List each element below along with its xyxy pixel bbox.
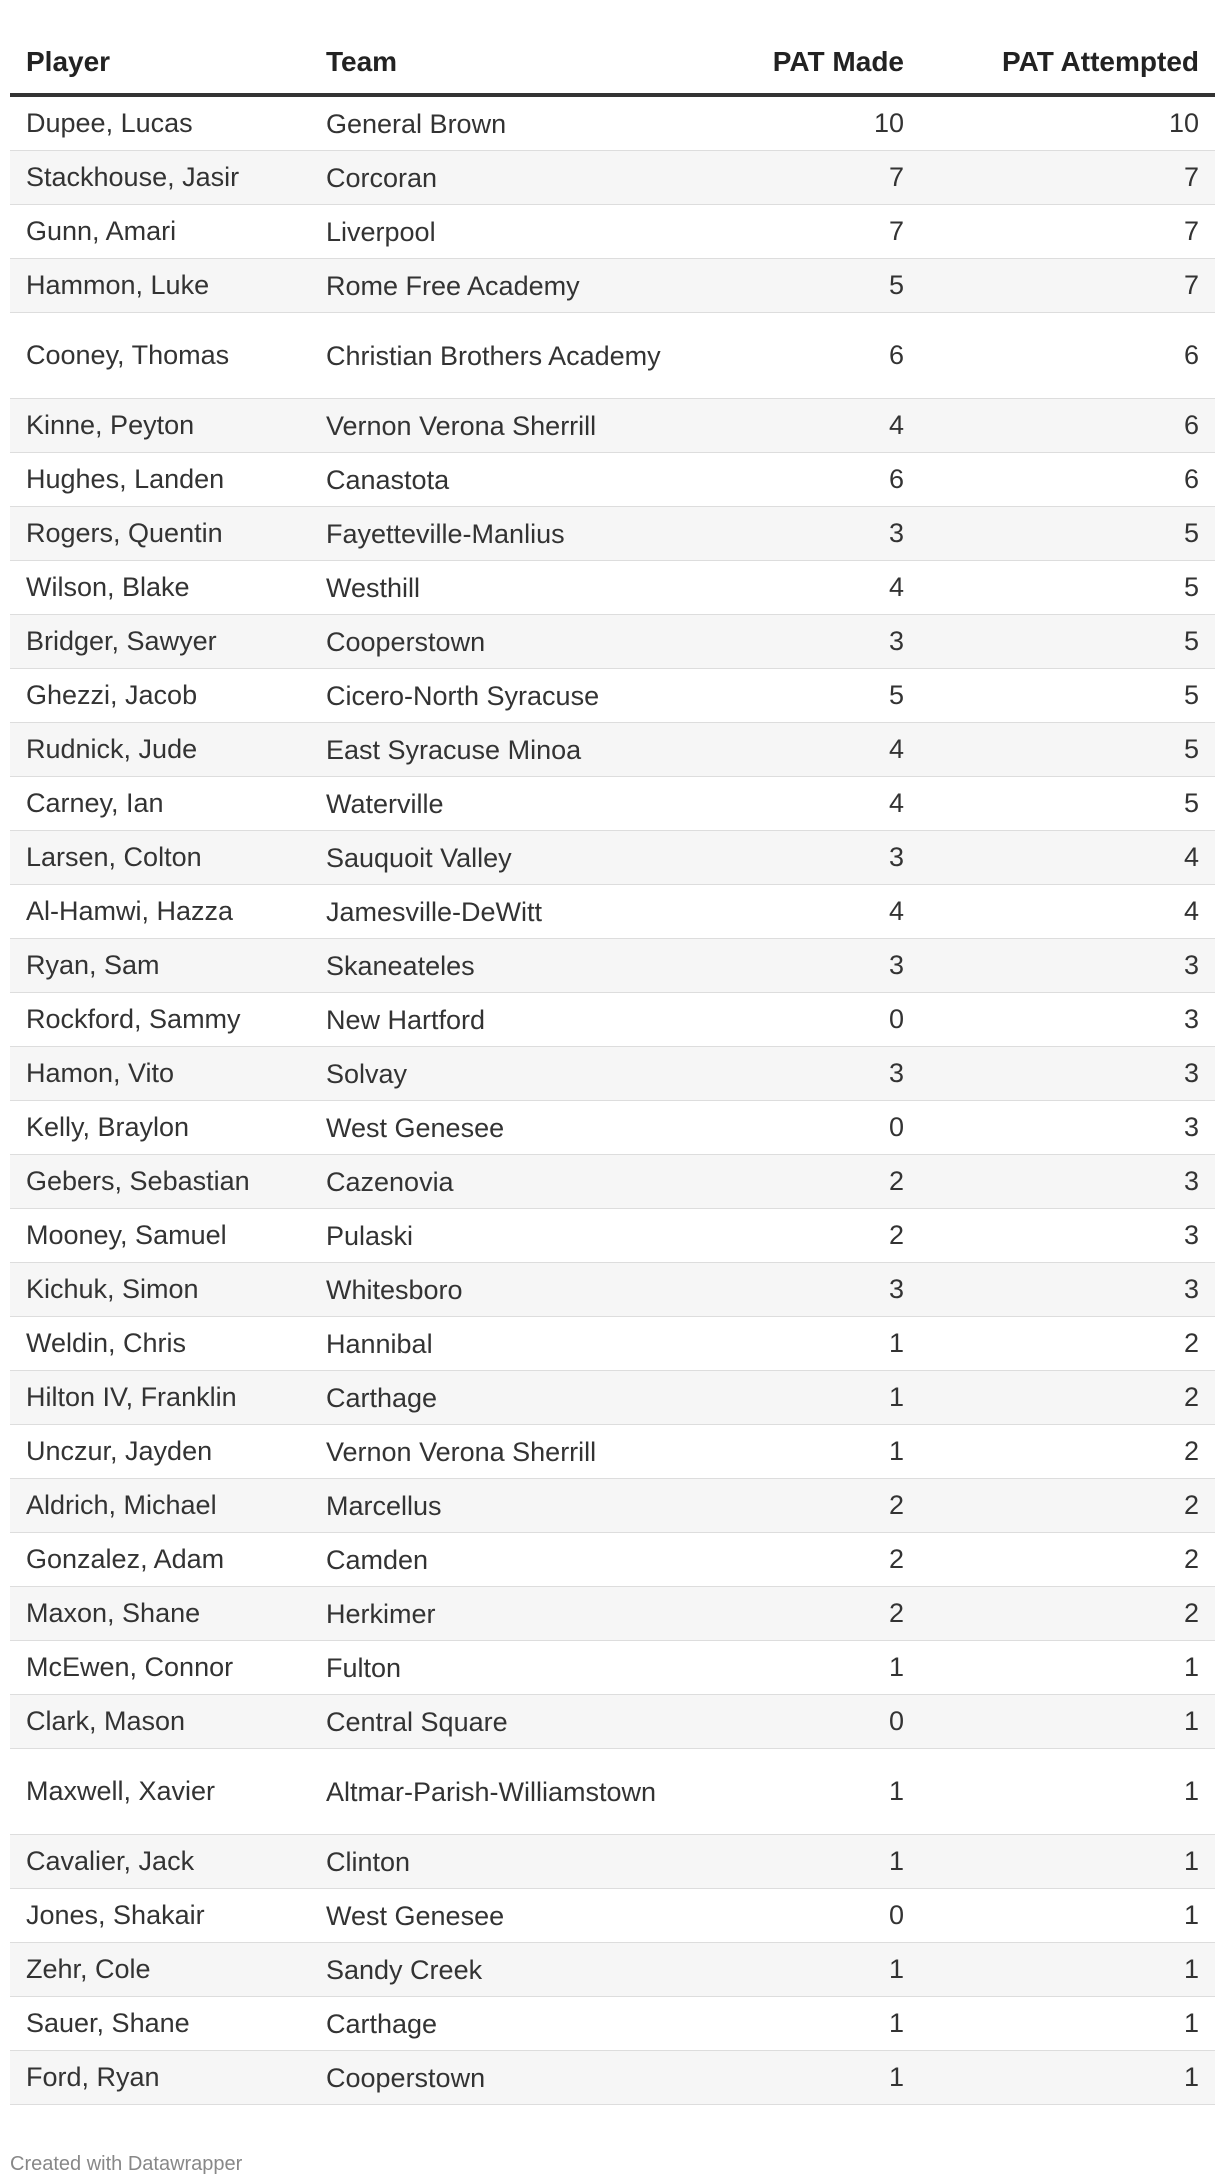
team-cell: Whitesboro — [326, 1274, 463, 1305]
table-row — [10, 1479, 1215, 1533]
team-cell: Carthage — [326, 2008, 438, 2039]
pat-made-cell: 1 — [888, 1382, 904, 1412]
table-row — [10, 453, 1215, 507]
team-cell: Skaneateles — [326, 950, 475, 981]
player-cell: Ghezzi, Jacob — [26, 680, 198, 710]
team-cell: Christian Brothers Academy — [326, 340, 661, 371]
table-row — [10, 507, 1215, 561]
pat-attempted-cell: 2 — [1183, 1598, 1199, 1628]
player-cell: Rogers, Quentin — [26, 518, 223, 548]
team-cell: West Genesee — [326, 1900, 505, 1931]
pat-made-cell: 2 — [888, 1220, 904, 1250]
table-row — [10, 1263, 1215, 1317]
pat-attempted-cell: 1 — [1183, 2062, 1199, 2092]
pat-attempted-cell: 5 — [1183, 572, 1199, 602]
pat-made-cell: 2 — [888, 1490, 904, 1520]
player-cell: Dupee, Lucas — [26, 108, 193, 138]
pat-made-cell: 5 — [888, 270, 904, 300]
pat-attempted-cell: 1 — [1183, 1706, 1199, 1736]
table-row — [10, 2051, 1215, 2105]
pat-made-cell: 2 — [888, 1598, 904, 1628]
team-cell: Hannibal — [326, 1328, 433, 1359]
pat-attempted-cell: 5 — [1183, 788, 1199, 818]
pat-attempted-cell: 2 — [1183, 1436, 1199, 1466]
team-cell: Central Square — [326, 1706, 508, 1737]
pat-attempted-cell: 3 — [1183, 1274, 1199, 1304]
team-cell: Jamesville-DeWitt — [326, 896, 543, 927]
player-cell: Hilton IV, Franklin — [26, 1382, 237, 1412]
player-cell: Jones, Shakair — [26, 1900, 205, 1930]
table-row — [10, 1695, 1215, 1749]
stats-table — [10, 0, 1215, 2105]
pat-attempted-cell: 1 — [1183, 1652, 1199, 1682]
pat-attempted-cell: 3 — [1183, 1004, 1199, 1034]
team-cell: Liverpool — [326, 216, 436, 247]
pat-attempted-cell: 4 — [1183, 896, 1199, 926]
pat-made-cell: 3 — [888, 626, 904, 656]
pat-attempted-cell: 7 — [1183, 270, 1199, 300]
pat-made-cell: 1 — [888, 2008, 904, 2038]
team-cell: West Genesee — [326, 1112, 505, 1143]
table-row — [10, 1835, 1215, 1889]
table-row — [10, 1641, 1215, 1695]
player-cell: Wilson, Blake — [26, 572, 190, 602]
pat-made-cell: 3 — [888, 1058, 904, 1088]
team-cell: Vernon Verona Sherrill — [326, 410, 597, 441]
pat-made-cell: 4 — [888, 896, 904, 926]
pat-made-cell: 1 — [888, 1954, 904, 1984]
pat-attempted-cell: 3 — [1183, 1058, 1199, 1088]
pat-made-cell: 3 — [888, 950, 904, 980]
pat-made-cell: 1 — [888, 1436, 904, 1466]
pat-attempted-cell: 3 — [1183, 1166, 1199, 1196]
pat-made-cell: 0 — [888, 1112, 904, 1142]
table-body — [10, 97, 1215, 2105]
column-header-pat-attempted[interactable]: PAT Attempted — [1001, 45, 1199, 77]
player-cell: Rudnick, Jude — [26, 734, 198, 764]
pat-attempted-cell: 5 — [1183, 626, 1199, 656]
player-cell: Sauer, Shane — [26, 2008, 190, 2038]
pat-made-cell: 0 — [888, 1900, 904, 1930]
pat-made-cell: 1 — [888, 2062, 904, 2092]
player-cell: Hughes, Landen — [26, 464, 225, 494]
column-header-player[interactable]: Player — [26, 45, 111, 77]
table-row — [10, 723, 1215, 777]
table-row — [10, 939, 1215, 993]
pat-made-cell: 4 — [888, 788, 904, 818]
pat-made-cell: 7 — [888, 216, 904, 246]
team-cell: East Syracuse Minoa — [326, 734, 582, 765]
table-row — [10, 831, 1215, 885]
player-cell: Kichuk, Simon — [26, 1274, 199, 1304]
team-cell: Rome Free Academy — [326, 270, 580, 301]
table-row — [10, 1533, 1215, 1587]
pat-attempted-cell: 5 — [1183, 734, 1199, 764]
table-header — [10, 0, 1215, 97]
table-row — [10, 1317, 1215, 1371]
pat-attempted-cell: 7 — [1183, 216, 1199, 246]
table-row — [10, 1155, 1215, 1209]
pat-made-cell: 5 — [888, 680, 904, 710]
team-cell: Pulaski — [326, 1220, 414, 1251]
pat-made-cell: 2 — [888, 1166, 904, 1196]
team-cell: New Hartford — [326, 1004, 486, 1035]
column-header-team[interactable]: Team — [326, 45, 398, 77]
team-cell: Sandy Creek — [326, 1954, 483, 1985]
pat-made-cell: 3 — [888, 842, 904, 872]
team-cell: Corcoran — [326, 162, 438, 193]
player-cell: Cavalier, Jack — [26, 1846, 195, 1876]
team-cell: Vernon Verona Sherrill — [326, 1436, 597, 1467]
table-row — [10, 205, 1215, 259]
pat-attempted-cell: 3 — [1183, 950, 1199, 980]
team-cell: Solvay — [326, 1058, 408, 1089]
player-cell: Clark, Mason — [26, 1706, 186, 1736]
pat-made-cell: 3 — [888, 1274, 904, 1304]
player-cell: Unczur, Jayden — [26, 1436, 213, 1466]
player-cell: Maxon, Shane — [26, 1598, 201, 1628]
team-cell: Cicero-North Syracuse — [326, 680, 600, 711]
table-row — [10, 1209, 1215, 1263]
table-row — [10, 399, 1215, 453]
pat-attempted-cell: 5 — [1183, 680, 1199, 710]
table-row — [10, 1587, 1215, 1641]
pat-attempted-cell: 2 — [1183, 1544, 1199, 1574]
team-cell: Cazenovia — [326, 1166, 454, 1197]
datawrapper-credit[interactable]: Created with Datawrapper — [10, 2153, 243, 2175]
player-cell: Zehr, Cole — [26, 1954, 151, 1984]
player-cell: Cooney, Thomas — [26, 340, 230, 370]
pat-made-cell: 4 — [888, 734, 904, 764]
pat-attempted-cell: 5 — [1183, 518, 1199, 548]
table-row — [10, 1943, 1215, 1997]
team-cell: Sauquoit Valley — [326, 842, 512, 873]
pat-made-cell: 1 — [888, 1776, 904, 1806]
table-row — [10, 97, 1215, 151]
team-cell: Herkimer — [326, 1598, 436, 1629]
player-cell: Rockford, Sammy — [26, 1004, 241, 1034]
pat-made-cell: 4 — [888, 410, 904, 440]
player-cell: Kinne, Peyton — [26, 410, 195, 440]
table-row — [10, 885, 1215, 939]
team-cell: Marcellus — [326, 1490, 442, 1521]
pat-attempted-cell: 7 — [1183, 162, 1199, 192]
table-row — [10, 561, 1215, 615]
table-row — [10, 151, 1215, 205]
team-cell: Fulton — [326, 1652, 402, 1683]
column-header-pat-made[interactable]: PAT Made — [772, 45, 904, 77]
team-cell: Westhill — [326, 572, 421, 603]
pat-attempted-cell: 6 — [1183, 340, 1199, 370]
team-cell: Cooperstown — [326, 2062, 486, 2093]
player-cell: Gunn, Amari — [26, 216, 177, 246]
player-cell: Hamon, Vito — [26, 1058, 175, 1088]
team-cell: Cooperstown — [326, 626, 486, 657]
player-cell: Ford, Ryan — [26, 2062, 160, 2092]
player-cell: Stackhouse, Jasir — [26, 162, 240, 192]
pat-attempted-cell: 3 — [1183, 1220, 1199, 1250]
player-cell: Mooney, Samuel — [26, 1220, 227, 1250]
player-cell: Carney, Ian — [26, 788, 164, 818]
table-row — [10, 1101, 1215, 1155]
table-row — [10, 1749, 1215, 1835]
table-row — [10, 1425, 1215, 1479]
team-cell: Altmar-Parish-Williamstown — [326, 1776, 657, 1807]
team-cell: Clinton — [326, 1846, 411, 1877]
pat-attempted-cell: 6 — [1183, 464, 1199, 494]
pat-made-cell: 6 — [888, 464, 904, 494]
table-row — [10, 1889, 1215, 1943]
player-cell: Aldrich, Michael — [26, 1490, 217, 1520]
pat-made-cell: 4 — [888, 572, 904, 602]
team-cell: Fayetteville-Manlius — [326, 518, 565, 549]
player-cell: Larsen, Colton — [26, 842, 202, 872]
player-cell: Kelly, Braylon — [26, 1112, 190, 1142]
table-row — [10, 313, 1215, 399]
table-row — [10, 615, 1215, 669]
player-cell: Ryan, Sam — [26, 950, 160, 980]
pat-attempted-cell: 1 — [1183, 2008, 1199, 2038]
pat-attempted-cell: 2 — [1183, 1328, 1199, 1358]
table-row — [10, 1047, 1215, 1101]
team-cell: Waterville — [326, 788, 444, 819]
pat-made-cell: 2 — [888, 1544, 904, 1574]
pat-attempted-cell: 1 — [1183, 1846, 1199, 1876]
pat-made-cell: 3 — [888, 518, 904, 548]
player-cell: Bridger, Sawyer — [26, 626, 217, 656]
pat-made-cell: 1 — [888, 1328, 904, 1358]
pat-attempted-cell: 10 — [1168, 108, 1199, 138]
pat-attempted-cell: 1 — [1183, 1954, 1199, 1984]
pat-attempted-cell: 1 — [1183, 1776, 1199, 1806]
pat-made-cell: 1 — [888, 1846, 904, 1876]
team-cell: Carthage — [326, 1382, 438, 1413]
table-row — [10, 993, 1215, 1047]
table-row — [10, 777, 1215, 831]
team-cell: Canastota — [326, 464, 450, 495]
pat-attempted-cell: 6 — [1183, 410, 1199, 440]
table-row — [10, 1997, 1215, 2051]
table-row — [10, 669, 1215, 723]
pat-made-cell: 6 — [888, 340, 904, 370]
team-cell: Camden — [326, 1544, 429, 1575]
player-cell: McEwen, Connor — [26, 1652, 234, 1682]
pat-attempted-cell: 2 — [1183, 1382, 1199, 1412]
player-cell: Weldin, Chris — [26, 1328, 187, 1358]
pat-made-cell: 10 — [873, 108, 904, 138]
pat-attempted-cell: 4 — [1183, 842, 1199, 872]
team-cell: General Brown — [326, 108, 507, 139]
player-cell: Al-Hamwi, Hazza — [26, 896, 234, 926]
pat-made-cell: 0 — [888, 1004, 904, 1034]
player-cell: Hammon, Luke — [26, 270, 210, 300]
table-row — [10, 259, 1215, 313]
pat-made-cell: 0 — [888, 1706, 904, 1736]
pat-attempted-cell: 1 — [1183, 1900, 1199, 1930]
pat-made-cell: 1 — [888, 1652, 904, 1682]
pat-attempted-cell: 3 — [1183, 1112, 1199, 1142]
player-cell: Maxwell, Xavier — [26, 1776, 216, 1806]
pat-attempted-cell: 2 — [1183, 1490, 1199, 1520]
player-cell: Gonzalez, Adam — [26, 1544, 225, 1574]
pat-made-cell: 7 — [888, 162, 904, 192]
player-cell: Gebers, Sebastian — [26, 1166, 250, 1196]
table-row — [10, 1371, 1215, 1425]
